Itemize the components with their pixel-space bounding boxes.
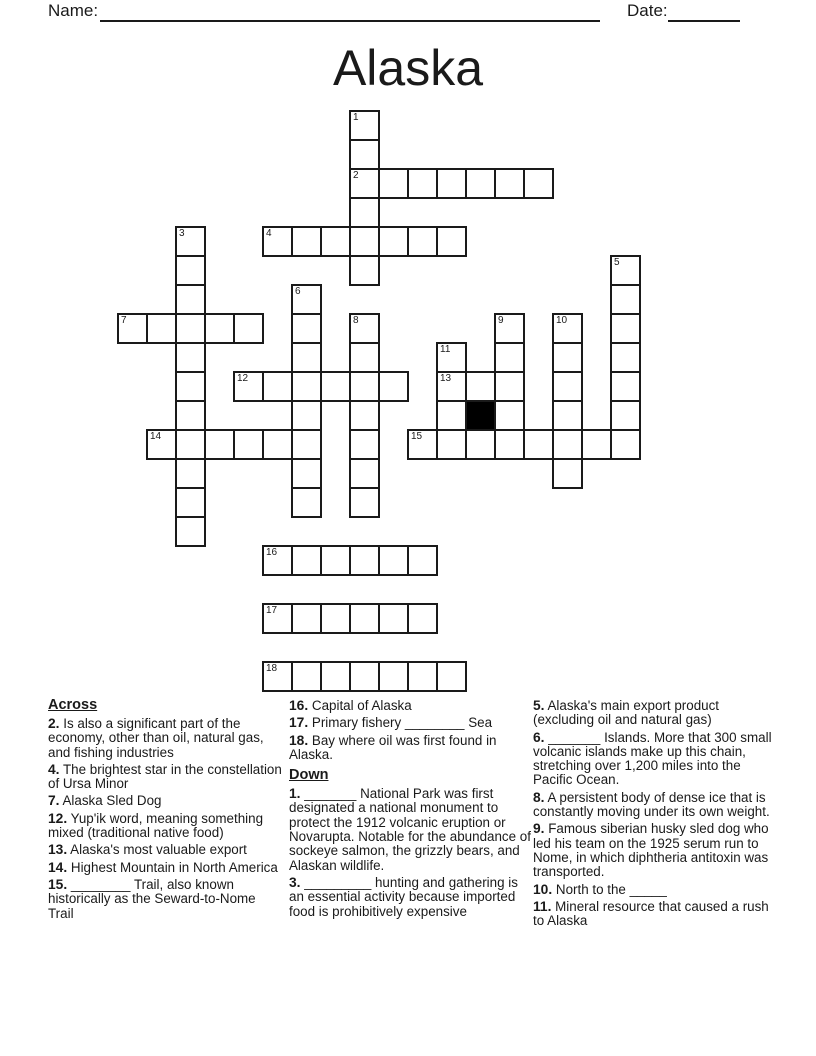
grid-cell <box>610 342 641 373</box>
cell-number: 10 <box>556 315 568 326</box>
cell-number: 12 <box>237 373 249 384</box>
clue-text: _________ hunting and gathering is an essential activity because imported food is prohibitively expensive <box>289 874 518 919</box>
clue-item <box>48 794 282 808</box>
grid-cell <box>610 284 641 315</box>
grid-cell <box>349 458 380 489</box>
grid-cell <box>494 168 525 199</box>
grid-cell <box>581 429 612 460</box>
cell-number: 8 <box>353 315 359 326</box>
clue-number: 5. <box>533 698 545 713</box>
clue-number: 2. <box>48 716 60 731</box>
grid-cell <box>494 313 525 344</box>
clue-text: The brightest star in the constellation of Ursa Minor <box>48 761 282 792</box>
grid-cell <box>320 603 351 634</box>
clue-number: 17. <box>289 715 309 731</box>
grid-cell <box>349 313 380 344</box>
date-label: Date: <box>627 1 668 20</box>
clue-number: 15. <box>48 876 68 892</box>
grid-cell <box>494 342 525 373</box>
grid-cell <box>262 371 293 402</box>
cell-number: 7 <box>121 315 127 326</box>
grid-cell <box>233 313 264 344</box>
clues-header-across: Across <box>48 697 98 713</box>
clue-item <box>289 716 534 730</box>
grid-cell <box>291 429 322 460</box>
clue-number: 9. <box>533 821 545 837</box>
grid-cell <box>436 226 467 257</box>
grid-cell <box>349 545 380 576</box>
clue-text: Bay where oil was first found in Alaska. <box>289 732 497 762</box>
cell-number: 13 <box>440 373 452 384</box>
puzzle-title: Alaska <box>332 40 484 96</box>
grid-cell <box>407 226 438 257</box>
grid-cell <box>175 429 206 460</box>
grid-cell <box>349 661 380 692</box>
grid-cell <box>262 226 293 257</box>
grid-cell <box>262 603 293 634</box>
grid-cell <box>378 545 409 576</box>
clue-text: Alaska's most valuable export <box>67 842 247 858</box>
clue-text: Famous siberian husky sled dog who led his team on the 1925 serum run to Nome, in which diphtheria antitoxin was transported. <box>533 821 769 880</box>
clue-item <box>289 699 534 713</box>
grid-cell <box>552 371 583 402</box>
clues-column-right <box>533 698 783 928</box>
grid-cell <box>175 371 206 402</box>
grid-cell <box>291 603 322 634</box>
clue-number: 8. <box>533 789 545 805</box>
clue-number: 14. <box>48 859 68 875</box>
grid-cell <box>175 400 206 431</box>
grid-cell <box>523 429 554 460</box>
date-blank-line <box>668 2 740 22</box>
grid-cell <box>291 313 322 344</box>
clue-text: ________ Trail, also known historically as the Seward-to-Nome Trail <box>48 876 256 921</box>
grid-cell <box>175 487 206 518</box>
grid-cell <box>291 371 322 402</box>
grid-cell <box>175 458 206 489</box>
clue-text: Is also a significant part of the economy, other than oil, natural gas, and fishing industries <box>48 716 264 760</box>
grid-cell <box>610 429 641 460</box>
grid-cell <box>349 429 380 460</box>
cell-number: 9 <box>498 315 504 326</box>
blocked-cell <box>465 400 496 431</box>
cell-number: 18 <box>266 663 278 674</box>
grid-cell <box>552 342 583 373</box>
clue-item <box>289 787 534 873</box>
cell-number: 3 <box>179 228 185 239</box>
grid-cell <box>407 168 438 199</box>
clue-text: _______ Islands. More that 300 small volcanic islands make up this chain, stretching over 1,200 miles into the Pacific Ocean. <box>533 729 772 788</box>
grid-cell <box>407 661 438 692</box>
grid-cell <box>349 110 380 141</box>
grid-cell <box>349 603 380 634</box>
clue-item <box>533 731 783 788</box>
grid-cell <box>349 197 380 228</box>
grid-cell <box>407 603 438 634</box>
grid-cell <box>465 371 496 402</box>
grid-cell <box>146 313 177 344</box>
clue-item <box>48 763 282 792</box>
clue-number: 10. <box>533 881 553 897</box>
grid-cell <box>378 371 409 402</box>
cell-number: 11 <box>440 344 451 355</box>
grid-cell <box>146 429 177 460</box>
grid-cell <box>175 342 206 373</box>
clues-column-middle <box>289 698 534 919</box>
clue-item <box>48 717 282 760</box>
clue-number: 4. <box>48 761 60 777</box>
grid-cell <box>407 429 438 460</box>
grid-cell <box>291 226 322 257</box>
clue-text: Mineral resource that caused a rush to Alaska <box>533 898 769 929</box>
clue-number: 13. <box>48 842 68 858</box>
clue-number: 6. <box>533 729 545 745</box>
clue-text: Primary fishery ________ Sea <box>308 715 493 731</box>
clue-number: 7. <box>48 793 60 809</box>
grid-cell <box>175 226 206 257</box>
clue-item <box>48 843 282 857</box>
grid-cell <box>465 168 496 199</box>
grid-cell <box>494 371 525 402</box>
grid-cell <box>610 313 641 344</box>
grid-cell <box>552 458 583 489</box>
clue-number: 3. <box>289 874 301 890</box>
grid-cell <box>320 545 351 576</box>
grid-cell <box>378 603 409 634</box>
clue-text: Alaska Sled Dog <box>59 793 162 809</box>
cell-number: 14 <box>150 431 162 442</box>
clue-number: 1. <box>289 786 301 802</box>
clue-text: Alaska's main export product (excluding oil and natural gas) <box>533 698 720 728</box>
grid-cell <box>552 429 583 460</box>
clues-section <box>0 698 816 998</box>
grid-cell <box>436 400 467 431</box>
clue-number: 12. <box>48 810 68 826</box>
clue-item <box>48 812 282 841</box>
grid-cell <box>262 545 293 576</box>
clue-item <box>533 883 783 897</box>
grid-cell <box>378 226 409 257</box>
grid-cell <box>175 313 206 344</box>
clue-number: 18. <box>289 732 309 748</box>
grid-cell <box>291 342 322 373</box>
clue-item <box>48 861 282 875</box>
clue-text: Yup'ik word, meaning something mixed (traditional native food) <box>48 810 264 841</box>
grid-cell <box>436 429 467 460</box>
clue-item <box>533 791 783 820</box>
grid-cell <box>204 429 235 460</box>
clue-item <box>48 878 282 921</box>
clues-header-down: Down <box>289 767 329 784</box>
cell-number: 5 <box>614 257 620 268</box>
grid-cell <box>262 429 293 460</box>
grid-cell <box>320 226 351 257</box>
grid-cell <box>320 371 351 402</box>
grid-cell <box>320 661 351 692</box>
grid-cell <box>349 168 380 199</box>
grid-cell <box>378 168 409 199</box>
grid-cell <box>349 255 380 286</box>
grid-cell <box>349 139 380 170</box>
grid-cell <box>233 429 264 460</box>
grid-cell <box>233 371 264 402</box>
clue-number: 16. <box>289 698 309 713</box>
clue-item <box>533 699 783 728</box>
clue-item <box>533 822 783 879</box>
name-label: Name: <box>48 1 99 20</box>
grid-cell <box>378 661 409 692</box>
grid-cell <box>465 429 496 460</box>
clue-text: North to the _____ <box>552 881 667 897</box>
grid-cell <box>610 371 641 402</box>
grid-cell <box>436 661 467 692</box>
grid-cell <box>349 342 380 373</box>
clues-column-left <box>48 698 282 921</box>
grid-cell <box>291 284 322 315</box>
grid-cell <box>175 516 206 547</box>
grid-cell <box>436 342 467 373</box>
grid-cell <box>262 661 293 692</box>
grid-cell <box>291 545 322 576</box>
cell-number: 2 <box>353 170 359 181</box>
grid-cell <box>175 284 206 315</box>
grid-cell <box>494 429 525 460</box>
grid-cell <box>291 458 322 489</box>
grid-cell <box>610 255 641 286</box>
grid-cell <box>436 168 467 199</box>
cell-number: 16 <box>266 547 278 558</box>
clue-number: 11. <box>533 898 552 914</box>
clue-text: Capital of Alaska <box>308 698 412 713</box>
grid-cell <box>349 371 380 402</box>
grid-cell <box>610 400 641 431</box>
cell-number: 4 <box>266 228 272 239</box>
cell-number: 6 <box>295 286 301 297</box>
cell-number: 17 <box>266 605 278 616</box>
grid-cell <box>523 168 554 199</box>
clue-item <box>533 900 783 929</box>
grid-cell <box>552 400 583 431</box>
cell-number: 1 <box>353 112 359 123</box>
name-blank-line <box>100 2 600 22</box>
clue-text: _______ National Park was first designated a national monument to protect the 1912 volcanic eruption or Novarupta. Notable for the abundance of sockeye salmon, the grizzly bears, and Alaskan wildlife. <box>289 786 531 873</box>
cell-number: 15 <box>411 431 423 442</box>
grid-cell <box>407 545 438 576</box>
grid-cell <box>436 371 467 402</box>
grid-cell <box>175 255 206 286</box>
clue-item <box>289 876 534 919</box>
grid-cell <box>349 400 380 431</box>
clue-text: A persistent body of dense ice that is constantly moving under its own weight. <box>533 789 770 820</box>
grid-cell <box>494 400 525 431</box>
grid-cell <box>291 400 322 431</box>
grid-cell <box>291 487 322 518</box>
grid-cell <box>291 661 322 692</box>
grid-cell <box>204 313 235 344</box>
crossword-grid <box>117 110 643 694</box>
grid-cell <box>349 487 380 518</box>
grid-cell <box>552 313 583 344</box>
clue-item <box>289 734 534 763</box>
grid-cell <box>349 226 380 257</box>
grid-cell <box>117 313 148 344</box>
clue-text: Highest Mountain in North America <box>67 859 278 875</box>
